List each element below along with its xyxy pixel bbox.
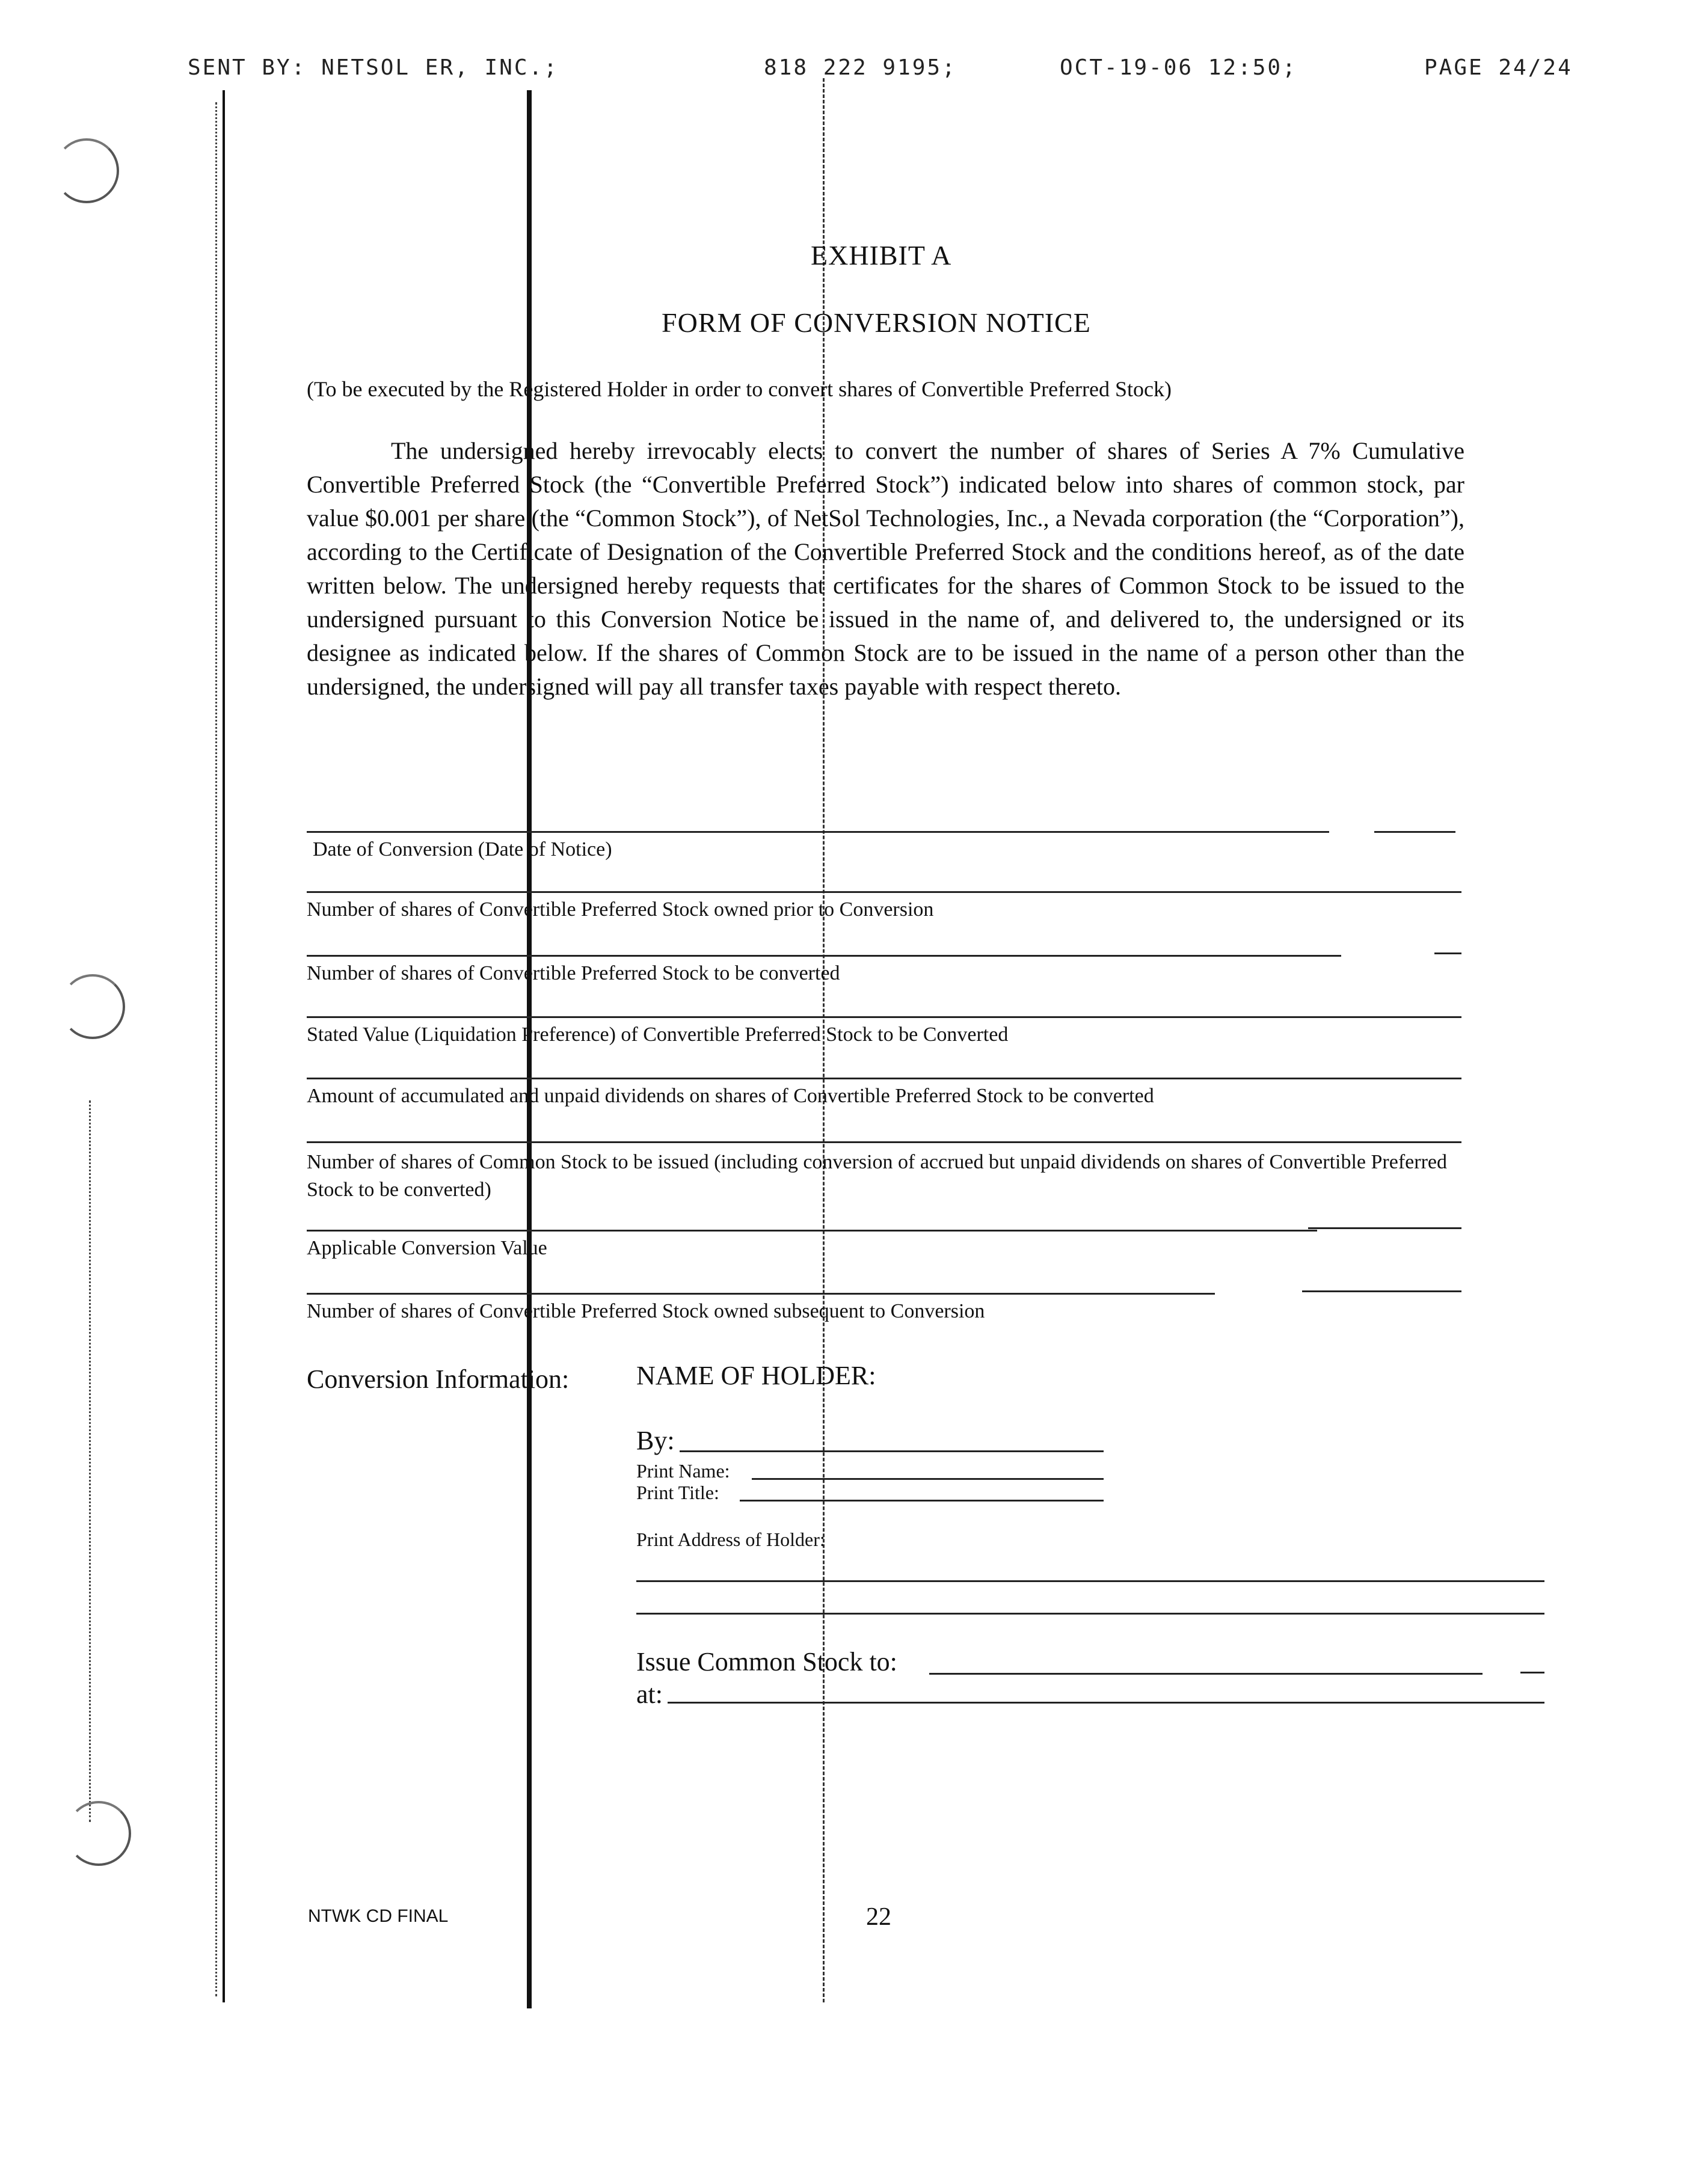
instruction-text: (To be executed by the Registered Holder in order to convert shares of Convertible Preferred Stock) [307,377,1172,401]
field-line [1374,831,1455,833]
issue-stock-line [1520,1672,1544,1673]
at-label: at: [636,1679,663,1709]
fax-sender: SENT BY: NETSOL ER, INC.; [188,55,559,80]
exhibit-title: EXHIBIT A [811,240,952,271]
field-line[interactable] [307,955,1341,957]
address-line[interactable] [636,1613,1544,1615]
address-line[interactable] [636,1580,1544,1582]
body-paragraph [307,434,1464,704]
binder-hole [54,138,119,203]
fax-timestamp: OCT-19-06 12:50; [1060,55,1297,80]
fax-dotted-line [89,1100,91,1822]
document-id: NTWK CD FINAL [308,1906,449,1926]
field-label-stated-value: Stated Value (Liquidation Preference) of Convertible Preferred Stock to be Converted [307,1023,1009,1046]
field-line[interactable] [307,891,1461,893]
field-label-shares-to-convert: Number of shares of Convertible Preferred Stock to be converted [307,962,840,984]
page-number: 22 [866,1903,891,1931]
form-title: FORM OF CONVERSION NOTICE [662,307,1091,338]
field-line[interactable] [307,1141,1461,1143]
field-label-common-shares-issued: Number of shares of Common Stock to be issued (including conversion of accrued but unpaid dividends on shares of Convertible Preferred Stock to be converted) [307,1151,1447,1201]
print-name-label: Print Name: [636,1460,730,1482]
fax-dotted-line [215,102,217,1996]
field-line [1308,1227,1461,1229]
field-label-date-of-conversion: Date of Conversion (Date of Notice) [313,838,612,860]
print-title-line[interactable] [740,1500,1104,1502]
by-signature-line[interactable] [680,1450,1104,1452]
field-label-accumulated-dividends: Amount of accumulated and unpaid dividends on shares of Convertible Preferred Stock to be converted [307,1085,1154,1107]
conversion-info-label: Conversion Information: [307,1364,570,1394]
field-line[interactable] [307,1016,1461,1018]
body-text: The undersigned hereby irrevocably elects to convert the number of shares of Series A 7% Cumulative Convertible Preferred Stock (the “Convertible Preferred Stock”) indicated below into shares of common stock, par value $0.001 per share (the “Common Stock”), of NetSol Technologies, Inc., a Nevada corporation (the “Corporation”), according to the Certificate of Designation of the Convertible Preferred Stock and the conditions hereof, as of the date written below. The undersigned hereby requests that certificates for the shares of Common Stock to be issued to the undersigned pursuant to this Conversion Notice be issued in the name of, and delivered to, the undersigned or its designee as indicated below. If the shares of Common Stock are to be issued in the name of a person other than the undersigned, the undersigned will pay all transfer taxes payable with respect thereto. [307,437,1464,700]
fax-streak-line [223,90,225,2002]
fax-phone: 818 222 9195; [764,55,957,80]
print-name-line[interactable] [752,1478,1104,1480]
print-title-label: Print Title: [636,1482,719,1503]
field-line [1302,1290,1461,1292]
field-label-shares-owned-prior: Number of shares of Convertible Preferred Stock owned prior to Conversion [307,898,934,921]
field-line[interactable] [307,1078,1461,1079]
field-line [1434,952,1461,954]
field-line[interactable] [307,831,1329,833]
field-label-shares-owned-after: Number of shares of Convertible Preferred Stock owned subsequent to Conversion [307,1300,985,1322]
field-line[interactable] [307,1293,1215,1295]
binder-hole [66,1801,131,1866]
field-label-conversion-value: Applicable Conversion Value [307,1237,547,1259]
by-label: By: [636,1426,675,1455]
address-label: Print Address of Holder: [636,1529,825,1550]
issue-stock-label: Issue Common Stock to: [636,1647,897,1676]
fax-page: PAGE 24/24 [1424,55,1573,80]
at-line[interactable] [668,1702,1544,1704]
issue-stock-line[interactable] [929,1673,1483,1675]
field-line[interactable] [307,1230,1317,1232]
binder-hole [60,974,125,1039]
holder-name-label: NAME OF HOLDER: [636,1361,876,1390]
